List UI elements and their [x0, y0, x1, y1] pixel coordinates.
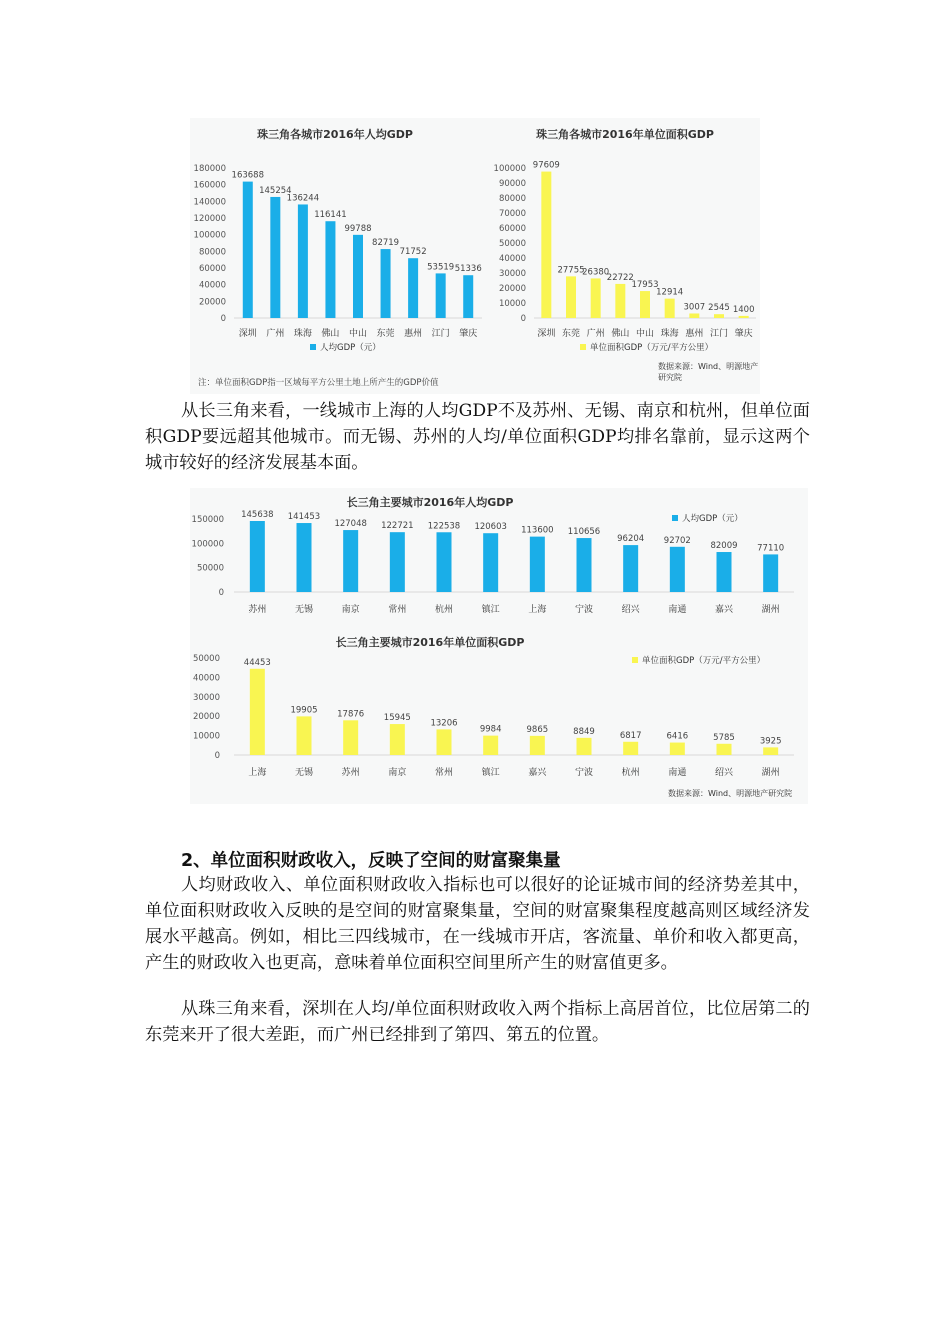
bar [541, 172, 551, 318]
bar [390, 532, 405, 592]
bar [343, 720, 358, 755]
category-label: 无锡 [294, 605, 314, 615]
category-label: 南通 [668, 605, 687, 615]
y-tick-label: 70000 [498, 209, 526, 219]
y-tick-label: 50000 [196, 563, 224, 574]
category-label: 宁波 [574, 605, 594, 615]
prd-gdp-per-capita-chart [190, 118, 490, 358]
y-tick-label: 80000 [498, 194, 526, 204]
category-label: 东莞 [561, 329, 581, 339]
bar-value-label: 136244 [286, 193, 320, 204]
bar [577, 538, 592, 592]
bar-value-label: 6416 [666, 731, 689, 742]
paragraph-prd-fiscal: 从珠三角来看，深圳在人均/单位面积财政收入两个指标上高居首位，比位居第二的东莞来开了很大差距，而广州已经排到了第四、第五的位置。 [145, 999, 810, 1045]
bar-value-label: 3925 [759, 736, 782, 747]
bar [437, 729, 452, 755]
bar [670, 547, 685, 592]
bar-value-label: 53519 [427, 262, 455, 273]
y-tick-label: 80000 [198, 247, 226, 258]
bar [615, 284, 625, 318]
bar-value-label: 96204 [617, 534, 645, 545]
bar [463, 275, 473, 318]
category-label: 嘉兴 [528, 768, 547, 778]
category-label: 东莞 [376, 329, 395, 339]
prd-chart-note: 注：单位面积GDP指一区域每平方公里土地上所产生的GDP价值 [198, 378, 439, 388]
bar-value-label: 44453 [243, 657, 271, 668]
category-label: 珠海 [660, 329, 679, 339]
yrd-charts-panel [190, 488, 808, 804]
bar [483, 736, 498, 755]
bar-value-label: 1400 [732, 304, 755, 315]
category-label: 苏州 [341, 768, 360, 778]
category-label: 广州 [586, 329, 605, 339]
bar-value-label: 19905 [290, 705, 318, 716]
category-label: 惠州 [404, 329, 423, 339]
category-label: 杭州 [621, 768, 640, 778]
legend-label: 单位面积GDP（万元/平方公里） [642, 656, 766, 666]
category-label: 镇江 [481, 768, 500, 778]
bar-value-label: 17953 [631, 280, 659, 291]
bar [325, 221, 335, 318]
legend-swatch [672, 515, 678, 521]
bar [250, 521, 265, 592]
category-label: 南京 [341, 605, 360, 615]
bar [566, 276, 576, 318]
bar [717, 552, 732, 592]
y-tick-label: 100000 [193, 230, 226, 241]
bar [689, 313, 699, 318]
bar-value-label: 13206 [430, 718, 458, 729]
bar [591, 278, 601, 318]
bar [298, 204, 308, 318]
bar [739, 316, 749, 318]
bar-value-label: 26380 [582, 267, 610, 278]
category-label: 杭州 [434, 605, 454, 615]
y-tick-label: 0 [520, 314, 526, 324]
bar-value-label: 5785 [713, 732, 735, 743]
bar-value-label: 2545 [708, 303, 730, 314]
bar-value-label: 145254 [259, 185, 292, 196]
y-tick-label: 60000 [198, 264, 226, 274]
category-label: 佛山 [611, 329, 630, 339]
bar [623, 742, 638, 755]
section-heading: 2、单位面积财政收入，反映了空间的财富聚集量 [181, 851, 561, 871]
chart-title: 长三角主要城市2016年单位面积GDP [335, 636, 525, 649]
bar [353, 235, 363, 318]
bar-value-label: 77110 [757, 543, 785, 554]
y-tick-label: 0 [218, 588, 224, 598]
y-tick-label: 50000 [192, 654, 220, 664]
y-tick-label: 40000 [192, 673, 220, 684]
y-tick-label: 100000 [191, 539, 224, 550]
bar-value-label: 141453 [287, 512, 321, 523]
category-label: 苏州 [248, 605, 267, 615]
category-label: 深圳 [238, 329, 257, 339]
y-tick-label: 100000 [493, 164, 526, 174]
bar-value-label: 82009 [710, 541, 738, 552]
yrd-gdp-per-capita-chart [190, 488, 808, 623]
y-tick-label: 180000 [193, 164, 226, 174]
bar [763, 554, 778, 592]
category-label: 常州 [388, 605, 407, 615]
bar [408, 258, 418, 318]
paragraph-yrd-intro: 从长三角来看，一线城市上海的人均GDP不及苏州、无锡、南京和杭州，但单位面积GDP要远超其他城市。而无锡、苏州的人均/单位面积GDP均排名靠前，显示这两个城市较好的经济发展基本面。 [145, 401, 810, 473]
legend-swatch [580, 344, 586, 350]
bar [623, 545, 638, 592]
bar-value-label: 9865 [526, 724, 549, 735]
category-label: 绍兴 [714, 768, 734, 778]
y-tick-label: 20000 [198, 297, 226, 308]
category-label: 嘉兴 [714, 605, 734, 615]
bar [297, 523, 312, 592]
bar [381, 249, 391, 318]
y-tick-label: 30000 [498, 269, 526, 279]
category-label: 南京 [388, 768, 407, 778]
category-label: 广州 [266, 329, 285, 339]
bar [530, 736, 545, 755]
category-label: 惠州 [685, 329, 704, 339]
category-label: 江门 [709, 329, 729, 339]
bar [714, 314, 724, 318]
category-label: 江门 [431, 329, 450, 339]
bar-value-label: 145638 [241, 510, 274, 521]
bar-value-label: 17876 [337, 709, 365, 720]
paragraph-fiscal-income: 人均财政收入、单位面积财政收入指标也可以很好的论证城市间的经济势差其中，单位面积财政收入反映的是空间的财富聚集量，空间的财富聚集程度越高则区域经济发展水平越高。例如，相比三四线城市，在一线城市开店，客流量、单价和收入都更高，产生的财政收入也更高，意味着单位面积空间里所产生的财富值更多。 [145, 875, 810, 973]
bar-value-label: 97609 [532, 160, 560, 171]
bar [390, 724, 405, 755]
bar-value-label: 12914 [656, 287, 684, 298]
category-label: 镇江 [481, 605, 500, 615]
bar-value-label: 71752 [399, 247, 427, 258]
category-label: 无锡 [294, 768, 314, 778]
category-label: 宁波 [574, 768, 594, 778]
bar [670, 743, 685, 755]
category-label: 上海 [528, 605, 547, 615]
chart-title: 珠三角各城市2016年单位面积GDP [536, 128, 714, 141]
category-label: 上海 [248, 768, 267, 778]
y-tick-label: 10000 [498, 299, 526, 309]
category-label: 南通 [668, 768, 687, 778]
y-tick-label: 160000 [193, 180, 226, 191]
bar-value-label: 3007 [683, 302, 706, 313]
bar-value-label: 99788 [344, 223, 372, 234]
prd-charts-panel [190, 118, 760, 394]
bar-value-label: 116141 [314, 210, 347, 221]
bar-value-label: 163688 [231, 170, 265, 181]
bar [483, 533, 498, 592]
y-tick-label: 120000 [193, 214, 226, 224]
legend-label: 人均GDP（元） [320, 343, 381, 353]
category-label: 肇庆 [734, 329, 753, 339]
bar [270, 197, 280, 318]
bar-value-label: 51336 [454, 264, 482, 275]
category-label: 肇庆 [459, 329, 478, 339]
category-label: 中山 [348, 329, 368, 339]
y-tick-label: 150000 [191, 514, 224, 525]
category-label: 中山 [635, 329, 655, 339]
bar-value-label: 8849 [573, 726, 595, 737]
bar-value-label: 27755 [557, 265, 585, 276]
bar [530, 537, 545, 592]
bar-value-label: 113600 [521, 525, 554, 536]
category-label: 湖州 [761, 605, 780, 615]
category-label: 珠海 [293, 329, 312, 339]
bar-value-label: 120603 [474, 522, 507, 533]
category-label: 湖州 [761, 768, 780, 778]
bar-value-label: 9984 [479, 724, 502, 735]
y-tick-label: 0 [214, 751, 220, 761]
bar-value-label: 92702 [663, 535, 691, 546]
chart-title: 珠三角各城市2016年人均GDP [257, 128, 413, 141]
bar [577, 738, 592, 755]
prd-gdp-per-area-chart [490, 118, 760, 370]
y-tick-label: 10000 [192, 731, 220, 742]
bar-value-label: 127048 [334, 519, 367, 530]
bar [437, 532, 452, 592]
bar [297, 716, 312, 755]
bar [436, 273, 446, 318]
bar-value-label: 110656 [567, 527, 601, 538]
legend-label: 单位面积GDP（万元/平方公里） [590, 343, 714, 353]
y-tick-label: 20000 [192, 712, 220, 723]
legend-label: 人均GDP（元） [682, 514, 743, 524]
bar-value-label: 15945 [383, 713, 411, 724]
yrd-gdp-per-area-chart [190, 628, 808, 798]
bar-value-label: 82719 [372, 238, 400, 249]
legend-swatch [632, 657, 638, 663]
category-label: 佛山 [321, 329, 340, 339]
y-tick-label: 50000 [498, 239, 526, 249]
bar [250, 669, 265, 755]
bar [665, 299, 675, 318]
bar [640, 291, 650, 318]
bar-value-label: 22722 [606, 272, 634, 283]
bar [717, 744, 732, 755]
yrd-chart-source: 数据来源：Wind、明源地产研究院 [668, 789, 793, 798]
bar-value-label: 122721 [381, 521, 414, 532]
y-tick-label: 90000 [498, 179, 526, 189]
y-tick-label: 40000 [498, 254, 526, 264]
chart-title: 长三角主要城市2016年人均GDP [346, 496, 514, 509]
bar-value-label: 6817 [619, 730, 642, 741]
y-tick-label: 20000 [498, 284, 526, 294]
category-label: 常州 [434, 768, 454, 778]
bar [763, 747, 778, 755]
bar [243, 182, 253, 318]
legend-swatch [310, 344, 316, 350]
category-label: 绍兴 [621, 605, 640, 615]
y-tick-label: 60000 [498, 224, 526, 234]
prd-chart-source: 数据来源：Wind、明源地产研究院 [658, 362, 759, 382]
y-tick-label: 140000 [193, 197, 226, 208]
category-label: 深圳 [537, 329, 556, 339]
y-tick-label: 40000 [198, 280, 226, 291]
y-tick-label: 0 [220, 314, 226, 324]
bar-value-label: 122538 [427, 521, 461, 532]
bar [343, 530, 358, 592]
y-tick-label: 30000 [192, 692, 220, 703]
